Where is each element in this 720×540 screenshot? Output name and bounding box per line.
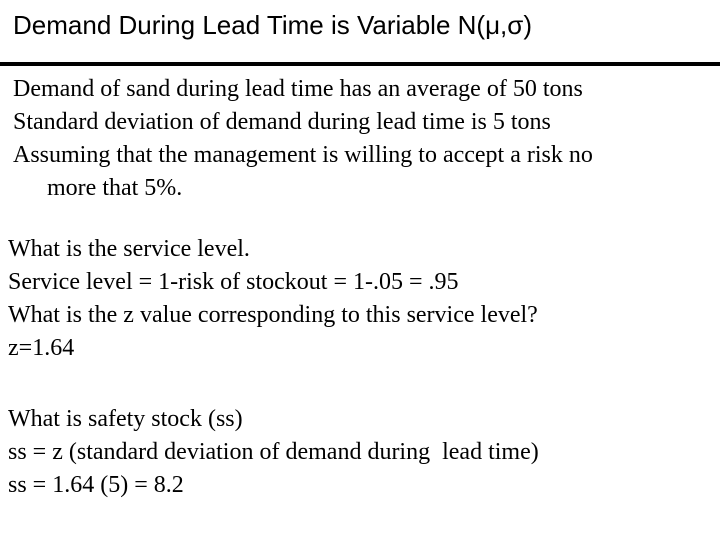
- intro-line: Assuming that the management is willing to accept a risk no: [13, 142, 593, 168]
- slide-title: Demand During Lead Time is Variable N(μ,σ): [13, 10, 532, 40]
- safety-stock-line: What is safety stock (ss): [8, 406, 243, 432]
- safety-stock-line: ss = 1.64 (5) = 8.2: [8, 472, 184, 498]
- intro-list: [13, 73, 713, 205]
- intro-line-continuation: more that 5%.: [47, 175, 183, 201]
- service-level-section: [8, 233, 718, 365]
- safety-stock-section: [8, 403, 718, 502]
- title-divider: [0, 62, 720, 66]
- service-level-line: z=1.64: [8, 335, 75, 361]
- service-level-line: What is the z value corresponding to this service level?: [8, 302, 538, 328]
- safety-stock-line: ss = z (standard deviation of demand during lead time): [8, 439, 539, 465]
- service-level-line: What is the service level.: [8, 236, 250, 262]
- service-level-line: Service level = 1-risk of stockout = 1-.05 = .95: [8, 269, 459, 295]
- intro-line: Standard deviation of demand during lead time is 5 tons: [13, 109, 551, 135]
- intro-line: Demand of sand during lead time has an average of 50 tons: [13, 76, 583, 102]
